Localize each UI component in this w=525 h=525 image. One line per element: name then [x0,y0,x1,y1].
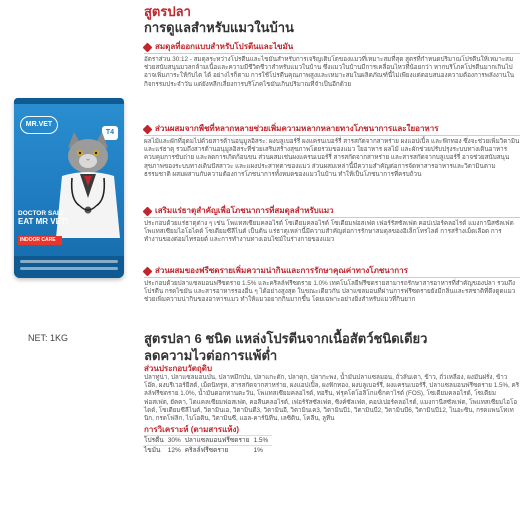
product-column [0,0,138,525]
formula-title-line1: สูตรปลา 6 ชนิด แหล่งโปรตีนจากเนื้อสัตว์ชนิดเดียว [144,331,428,346]
section-formula [144,330,520,455]
section-minerals [144,206,520,245]
description-column [144,4,520,455]
section-title: ส่วนผสมของฟรีซดรายเพิ่มความน่ากินและการรักษาคุณค่าทางโภชนาการ [155,266,408,275]
section-body: อัตราส่วน 30:12 - สมดุลระหว่างโปรตีนและไขมันสำหรับการเจริญเติบโตของแมวที่เหมาะสมที่สุด สูตรที่กำหนดปริมาณโปรตีนให้เหมาะสม ช่วยสนับสนุนมวลกล้ามเนื้อและความมีชีวิตชีวาสำหรับแมวในบ้าน ซึ่งแมวในบ้านมีการเคลื่อนไหวที่น้อยกว่า หากบริโภคโปรตีนมากเกินไป อาจเพิ่มภาระให้กับไต ได้ อย่างไรก็ตาม การใช้โปรตีนคุณภาพสูงและเหมาะสมในผลิตภัณฑ์นี้ไม่เพียงแต่ตอบสนองความต้องการพลังงานในกิจกรรมประจำวัน แต่ยังหลีกเลี่ยงการบริโภคไขมันเกินปริมาณที่จำเป็นอีกด้วย [144,56,515,88]
section-plant-ingredients [144,124,520,179]
variant-label: INDOOR CARE [18,236,62,245]
section-title: เสริมแร่ธาตุสำคัญเพื่อโภชนาการที่สมดุลสำหรับแมว [155,206,334,215]
page-title: สูตรปลา [144,4,191,19]
section-freeze-dried [144,266,520,305]
section-title: ส่วนผสมจากพืชที่หลากหลายช่วยเพิ่มความหลากหลายทางโภชนาการและใยอาหาร [155,124,439,133]
diamond-bullet-icon [143,124,153,134]
product-package-image [14,98,124,278]
section-body: ประกอบด้วยปลาแซลมอนฟรีซดราย 1.5% และคริลล์ฟรีซดราย 1.0% เทคโนโลยีฟรีซดรายสามารถรักษาสารอาหารที่สำคัญของปลา รวมถึงโปรตีน กรดไขมัน และสารอาหารรองอื่น ๆ ได้อย่างสูงสุด ในขณะเดียวกัน ปลาแซลมอนที่ผ่านการฟรีซดรายยังมีกลิ่นและรสชาติที่ดึงดูดแมว ช่วยเพิ่มความน่ากินของอาหารแมว ทำให้แมวอยากกินมากขึ้น โดยเฉพาะอย่างยิ่งสำหรับแมวที่กินยาก [144,280,516,304]
formula-title-line2: ลดความไวต่อการแพ้ต่ำ [144,348,278,363]
diamond-bullet-icon [143,266,153,276]
package-bottom-band [14,256,124,278]
ratio-label: การวิเคราะห์ (ตามสารแห้ง) [144,425,240,435]
section-body: ประกอบด้วยแร่ธาตุต่าง ๆ เช่น โพแทสเซียมคลอไรด์ โซเดียมคลอไรด์ โซเดียมฟอสเฟต เฟอร์รัสซัลเฟต คอปเปอร์คลอไรด์ แมงกานีสซัลเฟต โพแทสเซียมไอโอไดด์ โซเดียมซีลีไนต์ เป็นต้น แร่ธาตุเหล่านี้มีความสำคัญต่อการรักษาสมดุลของอิเล็กโทรไลต์ การสร้างเม็ดเลือด การทำงานของต่อมไทรอยด์ และการทำงานทางเอนไซม์ในร่างกายของแมว [144,220,514,244]
section-protein-fat [144,42,520,89]
net-weight: NET: 1KG [28,333,69,343]
section-title: สมดุลที่ออกแบบสำหรับโปรตีนและไขมัน [155,42,294,51]
diamond-bullet-icon [143,42,153,52]
table-row: โปรตีน 30% ปลาแซลมอนฟรีซดราย 1.5% [144,436,272,446]
ingredients-list: ปลาทูน่า, ปลาแซลมอนป่น, ปลาหมึกป่น, ปลาแกะดัก, ปลาดุก, ปลากะพง, น้ำมันปลาแซลมอน, ถั่วลันเตา, ข้าว, ถั่วเหลือง, ผงมันฝรั่ง, ข้าวโอ๊ต, ผงบรีเวอร์ยีสต์, เม็ดนิทรูท, สารสกัดจากสาหร่าย, ผงแอปเปิ้ล, ผงฟักทอง, ผงบลูเบอร์รี่, ผงแครนเบอร์รี่, ปลาแซลมอนฟรีซดราย 1.5%, คริลล์ฟรีซดราย 1.0%, น้ำมันดอกทานตะวัน, โพแทสเซียมคลอไรด์, ทอรีน, ฟรุคโตโอลิโกแซ็กคาไรด์ (FOS), โซเดียมคลอไรด์, โซเดียมฟอสเฟต, ยัคคา, ไดแคลเซียมฟอสเฟต, คอลีนคลอไรด์, เฟอร์รัสซัลเฟต, ซิงค์ซัลเฟต, คอปเปอร์คลอไรด์, แมงกานีสซัลเฟต, โพแทสเซียมไอโอไดด์, โซเดียมซีลีไนต์, วิตามินเอ, วิตามินดี3, วิตามินอี, วิตามินเค3, วิตามินบี1, วิตามินบี2, วิตามินบี6, วิตามินบี12, ไนอะซิน, กรดแพนโทเทนิก, กรดโฟลิก, ไบโอติน, วิตามินซี, แอล-คาร์นิทีน, เลซิติน, โคลีน, ลูทีน [144,374,520,423]
table-row: ไขมัน 12% คริลล์ฟรีซดราย 1% [144,446,272,456]
ratio-table [144,435,272,455]
type-badge: T4 [102,126,118,140]
page-subtitle: การดูแลสำหรับแมวในบ้าน [144,20,294,35]
ingredients-label: ส่วนประกอบวัตถุดิบ [144,364,213,373]
section-body: ผลไม้และผักที่อุดมไปด้วยสารต้านอนุมูลอิสระ: ผงบลูเบอร์รี่ ผงแครนเบอร์รี่ สารสกัดจากสาหร่าย ผงแอปเปิ้ล และฟักทอง ซึ่งจะช่วยเพิ่มวิตามินและแร่ธาตุ รวมถึงสารต้านอนุมูลอิสระที่ช่วยเสริมสร้างสุขภาพโดยรวมของแมว ใยอาหาร ผลไม้ และผักช่วยปรับปรุงระบบทางเดินอาหาร ควบคุมการขับถ่าย และลดการเกิดก้อนขน ส่วนผสมเช่นผงแครนเบอร์รี่ สารสกัดจากสาหร่าย และสารสกัดจากบลูเบอร์รี่ อาจช่วยสนับสนุนสุขภาพของระบบทางเดินปัสสาวะ และแผงประสาทตาของแมว ส่วนผสมเหล่านี้มีความสำคัญต่อการจัดหาสารอาหารและวิตามินตามธรรมชาติ ผสมผสานกับความต้องการโภชนาการทั้งหมดของแมวในบ้าน ทำให้เป็นโภชนาการที่ครบถ้วน [144,138,520,178]
brand-logo: MR.VET [20,116,58,134]
package-top-seal [14,98,124,104]
diamond-bullet-icon [143,206,153,216]
package-tagline: DOCTOR SAID EAT MR VET! [18,210,69,226]
